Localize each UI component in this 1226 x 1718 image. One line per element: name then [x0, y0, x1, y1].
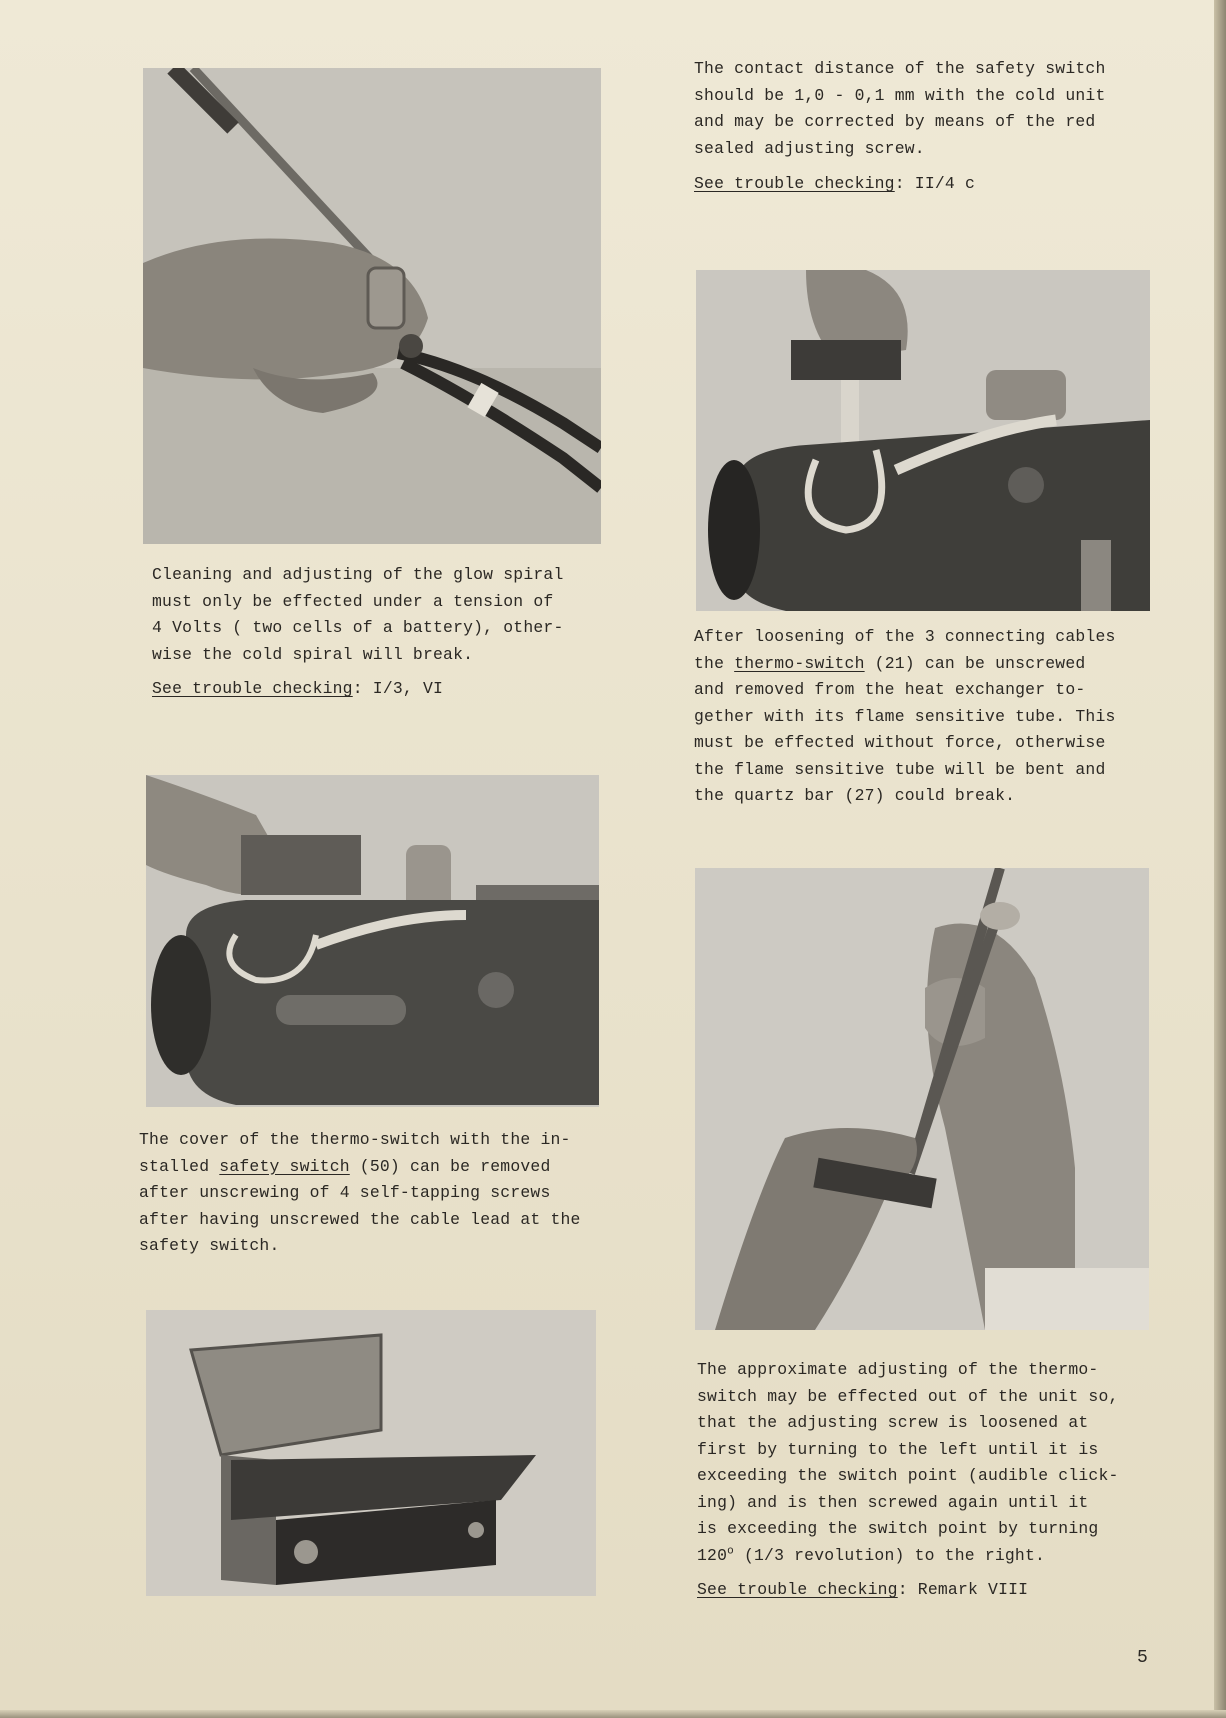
contact-distance-trouble-ref: See trouble checking: II/4 c	[694, 174, 976, 193]
cover-bracket-illustration	[146, 1310, 596, 1596]
photo-thermo-switch-removal	[696, 270, 1150, 611]
thermo-switch-link: thermo-switch	[734, 653, 865, 673]
page-bottom-edge	[0, 1710, 1226, 1718]
approximate-adjusting-caption: The approximate adjusting of the thermo- switch may be effected out of the unit so, that the adjusting screw is loosened at first by turning to the left until it is exceeding the switch point (audible click- ing) and is then screwed again until it is exceeding the switch point by turning 120$^o$ (1/3 revolution) to the right.	[697, 1360, 1119, 1565]
glow-spiral-illustration	[143, 68, 601, 544]
trouble-checking-link: See trouble checking	[697, 1580, 898, 1599]
photo-thermo-switch-adjusting	[695, 868, 1149, 1330]
photo-thermo-switch-cover	[146, 1310, 596, 1596]
safety-switch-link: safety switch	[219, 1156, 350, 1176]
photo-glow-spiral-cleaning	[143, 68, 601, 544]
glow-spiral-trouble-ref: See trouble checking: I/3, VI	[152, 679, 444, 698]
thermo-switch-removal-illustration	[696, 270, 1150, 611]
photo-safety-switch-cover	[146, 775, 599, 1107]
heater-unit-illustration	[146, 775, 599, 1107]
trouble-checking-link: See trouble checking	[152, 679, 353, 698]
approximate-adjusting-trouble-ref: See trouble checking: Remark VIII	[697, 1580, 1029, 1599]
page-edge-shadow	[1214, 0, 1226, 1718]
safety-switch-cover-caption: The cover of the thermo-switch with the in- stalled safety switch (50) can be removed after unscrewing of 4 self-tapping screws after having unscrewed the cable lead at the safety switch.	[139, 1130, 581, 1255]
glow-spiral-caption: Cleaning and adjusting of the glow spiral must only be effected under a tension of 4 Volts ( two cells of a battery), other- wise the cold spiral will break.	[152, 565, 564, 664]
contact-distance-caption: The contact distance of the safety switch should be 1,0 - 0,1 mm with the cold unit and may be corrected by means of the red sealed adjusting screw.	[694, 59, 1106, 158]
hands-adjusting-illustration	[695, 868, 1149, 1330]
thermo-switch-removal-caption: After loosening of the 3 connecting cables the thermo-switch (21) can be unscrewed and removed from the heat exchanger to- gether with its flame sensitive tube. This must be effected without force, otherwise the flame sensitive tube will be bent and the quartz bar (27) could break.	[694, 627, 1116, 805]
page-number: 5	[1137, 1648, 1148, 1668]
trouble-checking-link: See trouble checking	[694, 174, 895, 193]
